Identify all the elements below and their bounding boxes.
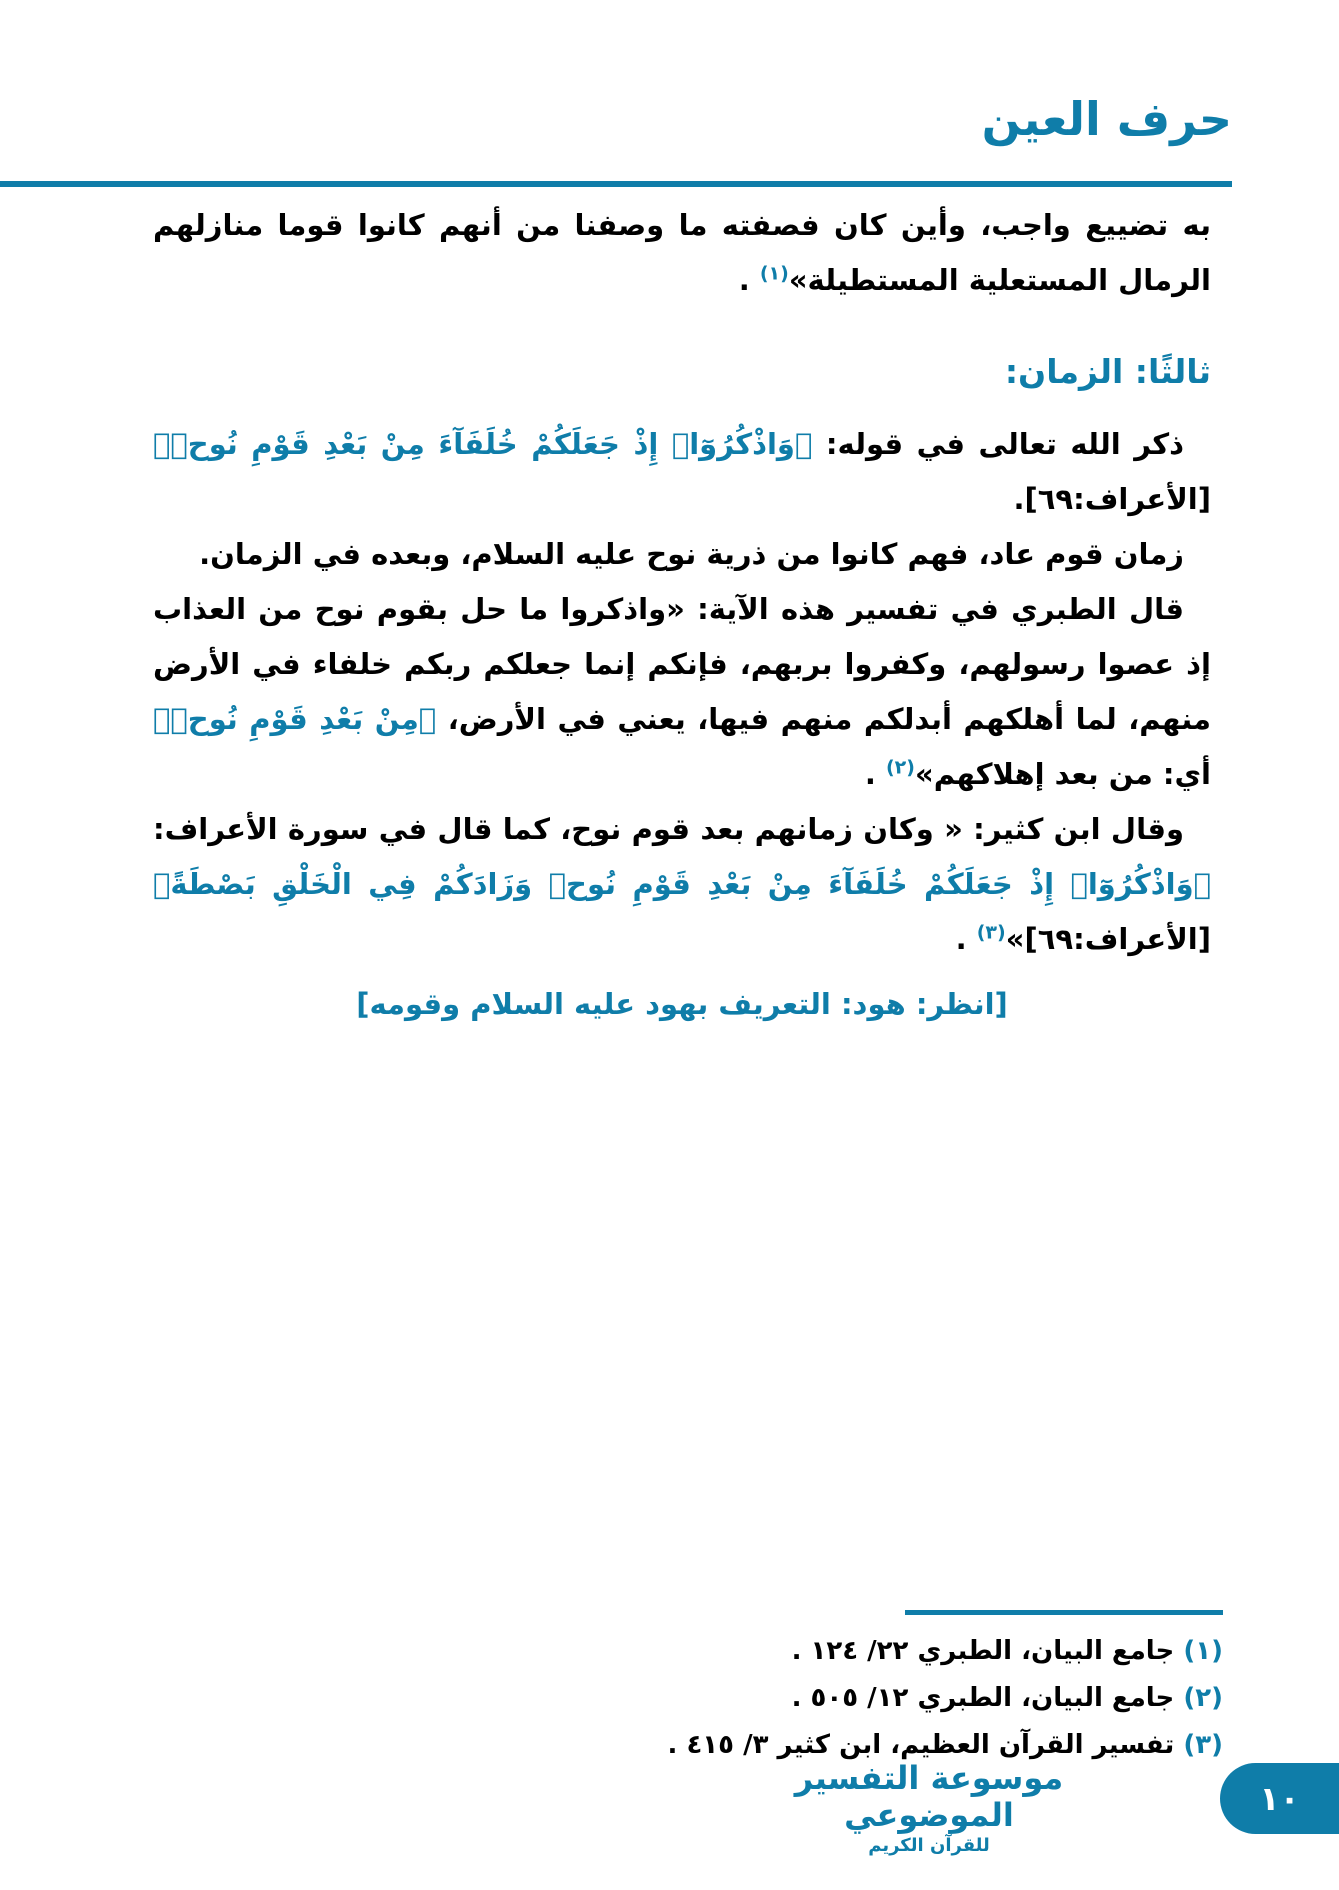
paragraph-tail: . bbox=[955, 922, 977, 956]
quran-verse: ﴿مِنْ بَعْدِ قَوْمِ نُوحٖ﴾ bbox=[153, 702, 437, 736]
section-heading-time: ثالثًا: الزمان: bbox=[1004, 352, 1211, 391]
footnote-ref-1: (١) bbox=[759, 262, 789, 285]
footnote-text: جامع البيان، الطبري ١٢/ ٥٠٥ . bbox=[791, 1683, 1184, 1713]
paragraph-text: ذكر الله تعالى في قوله: bbox=[812, 427, 1184, 461]
paragraph-tabari-quote bbox=[153, 582, 1211, 802]
verse-citation: [الأعراف:٦٩]» bbox=[1005, 922, 1211, 956]
footnote-item bbox=[668, 1628, 1224, 1675]
paragraph-ibn-kathir-quote bbox=[153, 802, 1211, 967]
series-logo-title: موسوعة التفسير الموضوعي bbox=[794, 1759, 1064, 1834]
quran-verse: ﴿وَاذْكُرُوٓا۟ إِذْ جَعَلَكُمْ خُلَفَآءَ مِنْ بَعْدِ قَوْمِ نُوحٖ وَزَادَكُمْ فِي الْخَلْقِ بَصْطَةً﴾ bbox=[153, 867, 1211, 901]
footnote-number: (١) bbox=[1183, 1636, 1223, 1666]
paragraph-text: أي: من بعد إهلاكهم» bbox=[914, 757, 1211, 791]
paragraph-tail: . bbox=[864, 757, 886, 791]
footnote-text: تفسير القرآن العظيم، ابن كثير ٣/ ٤١٥ . bbox=[667, 1730, 1184, 1760]
series-logo-calligraphy bbox=[759, 1760, 1099, 1856]
paragraph-text: وقال ابن كثير: « وكان زمانهم بعد قوم نوح، كما قال في سورة الأعراف: bbox=[153, 812, 1184, 846]
page-number: ١٠ bbox=[1259, 1779, 1300, 1818]
cross-reference: [انظر: هود: التعريف بهود عليه السلام وقومه] bbox=[356, 987, 1008, 1021]
page-number-badge bbox=[1220, 1763, 1339, 1834]
footnote-separator-rule bbox=[905, 1610, 1223, 1615]
paragraph-zaman: زمان قوم عاد، فهم كانوا من ذرية نوح عليه السلام، وبعده في الزمان. bbox=[199, 537, 1184, 571]
footnote-item bbox=[668, 1675, 1224, 1722]
footnotes-block bbox=[668, 1628, 1224, 1769]
header-rule bbox=[0, 181, 1232, 187]
section-header-calligraphy: حرف العين bbox=[981, 92, 1232, 146]
paragraph-continuation bbox=[153, 198, 1211, 308]
paragraph-tail: . bbox=[738, 263, 760, 297]
paragraph-verse-intro bbox=[153, 417, 1211, 527]
page-body-text bbox=[153, 198, 1211, 1032]
paragraph-text: به تضييع واجب، وأين كان فصفته ما وصفنا من أنهم كانوا قوما منازلهم الرمال المستعلية المستطيلة» bbox=[153, 208, 1211, 297]
footnote-ref-3: (٣) bbox=[976, 921, 1006, 944]
footnote-number: (٢) bbox=[1183, 1683, 1223, 1713]
paragraph-text: قال الطبري في تفسير هذه الآية: «واذكروا ما حل بقوم نوح من العذاب إذ عصوا رسولهم، وكفروا بربهم، فإنكم إنما جعلكم ربكم خلفاء في الأرض منهم، لما أهلكهم أبدلكم منهم فيها، يعني في الأرض، bbox=[153, 592, 1211, 736]
series-logo-subtitle: للقرآن الكريم bbox=[868, 1834, 990, 1856]
footnote-text: جامع البيان، الطبري ٢٢/ ١٢٤ . bbox=[791, 1636, 1184, 1666]
footnote-ref-2: (٢) bbox=[885, 756, 915, 779]
quran-verse: ﴿وَاذْكُرُوٓا۟ إِذْ جَعَلَكُمْ خُلَفَآءَ مِنْ بَعْدِ قَوْمِ نُوحٖ﴾ bbox=[153, 427, 813, 461]
verse-citation: [الأعراف:٦٩]. bbox=[1013, 482, 1211, 516]
footnote-number: (٣) bbox=[1183, 1730, 1223, 1760]
